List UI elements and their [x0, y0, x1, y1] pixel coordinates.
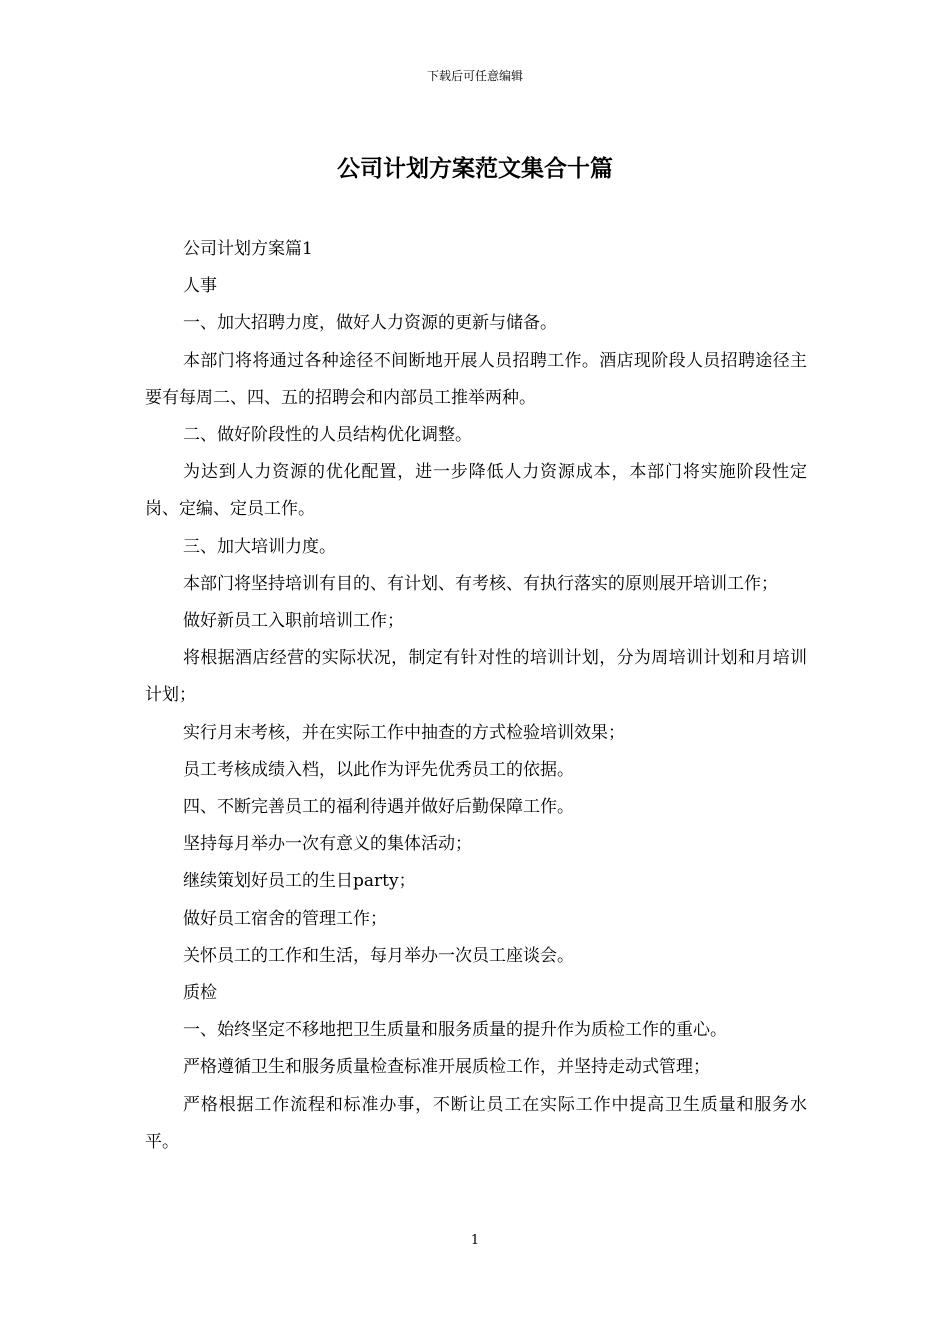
subsection-heading: 人事 — [183, 276, 217, 297]
paragraph: 四、不断完善员工的福利待遇并做好后勤保障工作。 — [183, 797, 574, 818]
paragraph: 为达到人力资源的优化配置，进一步降低人力资源成本，本部门将实施阶段性定岗、定编、定员工作。 — [145, 462, 807, 520]
paragraph: 本部门将将通过各种途径不间断地开展人员招聘工作。酒店现阶段人员招聘途径主要有每周二、四、五的招聘会和内部员工推举两种。 — [145, 350, 807, 408]
subsection-heading: 质检 — [183, 983, 217, 1004]
paragraph: 继续策划好员工的生日party； — [183, 871, 416, 892]
paragraph: 一、加大招聘力度，做好人力资源的更新与储备。 — [183, 313, 557, 334]
paragraph: 将根据酒店经营的实际状况，制定有针对性的培训计划，分为周培训计划和月培训计划； — [145, 648, 807, 706]
header-note: 下载后可任意编辑 — [426, 69, 523, 83]
paragraph: 关怀员工的工作和生活，每月举办一次员工座谈会。 — [183, 945, 574, 966]
section-heading: 公司计划方案篇1 — [183, 239, 313, 259]
paragraph: 三、加大培训力度。 — [183, 536, 336, 557]
document-body — [145, 231, 807, 1161]
paragraph: 做好新员工入职前培训工作； — [183, 611, 404, 632]
document-title: 公司计划方案范文集合十篇 — [337, 156, 613, 182]
paragraph: 员工考核成绩入档，以此作为评先优秀员工的依据。 — [183, 759, 574, 780]
paragraph: 严格根据工作流程和标准办事，不断让员工在实际工作中提高卫生质量和服务水平。 — [145, 1094, 807, 1152]
paragraph: 做好员工宿舍的管理工作； — [183, 908, 387, 929]
paragraph: 严格遵循卫生和服务质量检查标准开展质检工作，并坚持走动式管理； — [183, 1057, 710, 1078]
page-number: 1 — [470, 1233, 480, 1248]
paragraph: 二、做好阶段性的人员结构优化调整。 — [183, 425, 472, 446]
paragraph: 一、始终坚定不移地把卫生质量和服务质量的提升作为质检工作的重心。 — [183, 1020, 727, 1041]
paragraph: 本部门将坚持培训有目的、有计划、有考核、有执行落实的原则展开培训工作； — [183, 573, 778, 594]
paragraph: 实行月末考核，并在实际工作中抽查的方式检验培训效果； — [183, 722, 625, 743]
paragraph: 坚持每月举办一次有意义的集体活动； — [183, 834, 472, 855]
